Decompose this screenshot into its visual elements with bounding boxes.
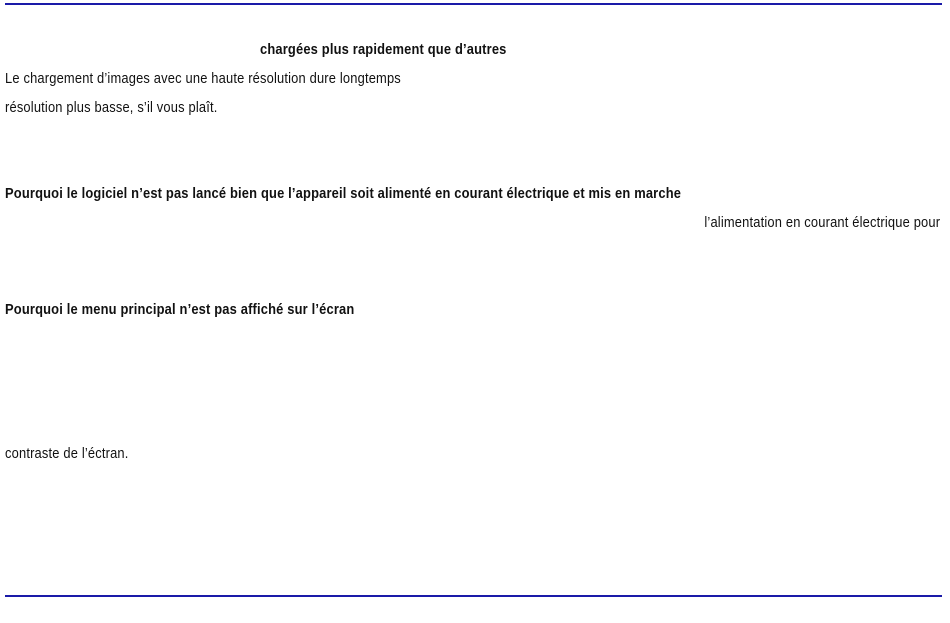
paragraph-line-1: Le chargement d’images avec une haute résolution dure longtemps	[5, 70, 401, 87]
header-rule	[5, 3, 942, 5]
footer-rule	[5, 595, 942, 597]
answer-fragment-contrast: contraste de l’éctran.	[5, 445, 129, 462]
fragment-heading: chargées plus rapidement que d’autres	[260, 41, 507, 58]
paragraph-line-2: résolution plus basse, s’il vous plaît.	[5, 99, 218, 116]
question-heading-menu: Pourquoi le menu principal n’est pas affiché sur l’écran	[5, 301, 355, 318]
question-heading-software: Pourquoi le logiciel n’est pas lancé bien que l’appareil soit alimenté en courant électrique et mis en marche	[5, 185, 682, 202]
answer-fragment-power: l’alimentation en courant électrique pour	[704, 214, 940, 231]
